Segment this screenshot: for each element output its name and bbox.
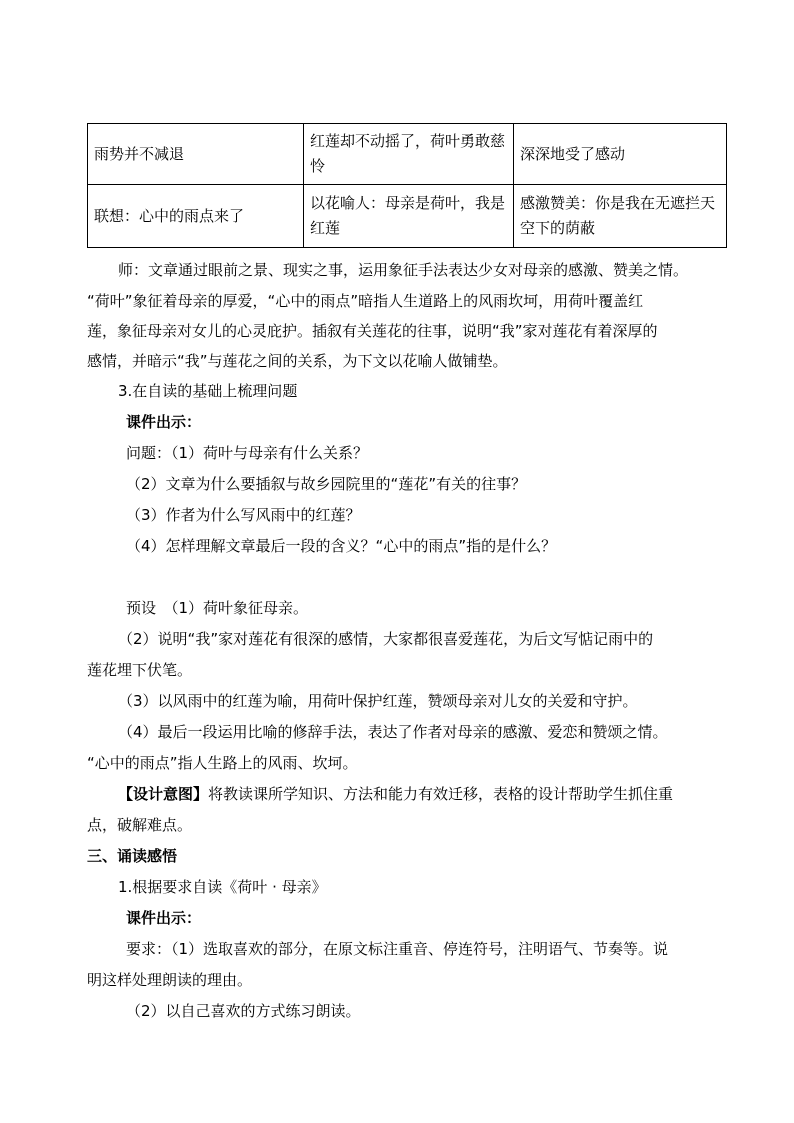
table-cell: 感激赞美：你是我在无遮拦天空下的荫蔽 bbox=[514, 185, 727, 248]
question-line: （4）怎样理解文章最后一段的含义？“心中的雨点”指的是什么？ bbox=[126, 537, 557, 555]
paragraph-line: 莲，象征母亲对女儿的心灵庇护。插叙有关莲花的往事，说明“我”家对莲花有着深厚的 bbox=[87, 322, 658, 340]
question-line: （2）文章为什么要插叙与故乡园院里的“莲花”有关的往事？ bbox=[126, 475, 527, 493]
answer-line: （3）以风雨中的红莲为喻，用荷叶保护红莲，赞颂母亲对儿女的关爱和守护。 bbox=[118, 692, 638, 710]
requirement-line: 要求：（1）选取喜欢的部分，在原文标注重音、停连符号，注明语气、节奏等。说 bbox=[126, 940, 669, 958]
answer-line: （4）最后一段运用比喻的修辞手法，表达了作者对母亲的感激、爱恋和赞颂之情。 bbox=[118, 723, 668, 741]
table-row bbox=[88, 124, 727, 185]
table-cell: 红莲却不动摇了，荷叶勇敢慈怜 bbox=[304, 124, 514, 185]
paragraph-line: 感情，并暗示“我”与莲花之间的关系，为下文以花喻人做铺垫。 bbox=[87, 352, 508, 370]
table-row bbox=[88, 185, 727, 248]
design-intent-text: 将教读课所学知识、方法和能力有效迁移，表格的设计帮助学生抓住重 bbox=[208, 785, 674, 803]
section-step: 3.在自读的基础上梳理问题 bbox=[118, 382, 298, 400]
paragraph-line: “荷叶”象征着母亲的厚爱，“心中的雨点”暗指人生道路上的风雨坎坷，用荷叶覆盖红 bbox=[87, 292, 644, 310]
section-step: 1.根据要求自读《荷叶 · 母亲》 bbox=[118, 878, 327, 896]
paragraph-line: 师：文章通过眼前之景、现实之事，运用象征手法表达少女对母亲的感激、赞美之情。 bbox=[118, 261, 689, 279]
question-line: （3）作者为什么写风雨中的红莲？ bbox=[126, 506, 361, 524]
design-intent-line bbox=[118, 783, 673, 805]
question-line: 问题：（1）荷叶与母亲有什么关系？ bbox=[126, 444, 369, 462]
table-cell: 雨势并不减退 bbox=[88, 124, 304, 185]
section-heading: 三、诵读感悟 bbox=[87, 847, 178, 865]
table-cell: 深深地受了感动 bbox=[514, 124, 727, 185]
comparison-table bbox=[87, 123, 727, 248]
table-cell: 联想：心中的雨点来了 bbox=[88, 185, 304, 248]
courseware-label: 课件出示： bbox=[126, 909, 202, 927]
courseware-label: 课件出示： bbox=[126, 413, 202, 431]
answer-line: 预设 （1）荷叶象征母亲。 bbox=[126, 599, 309, 617]
requirement-line: （2）以自己喜欢的方式练习朗读。 bbox=[126, 1002, 361, 1020]
requirement-line: 明这样处理朗读的理由。 bbox=[87, 971, 253, 989]
answer-line: 莲花埋下伏笔。 bbox=[87, 661, 193, 679]
answer-line: （2）说明“我”家对莲花有很深的感情，大家都很喜爱莲花，为后文写惦记雨中的 bbox=[118, 630, 654, 648]
design-intent-line: 点，破解难点。 bbox=[87, 816, 193, 834]
table-cell: 以花喻人：母亲是荷叶，我是红莲 bbox=[304, 185, 514, 248]
design-intent-label: 【设计意图】 bbox=[118, 785, 209, 803]
answer-line: “心中的雨点”指人生路上的风雨、坎坷。 bbox=[87, 754, 358, 772]
